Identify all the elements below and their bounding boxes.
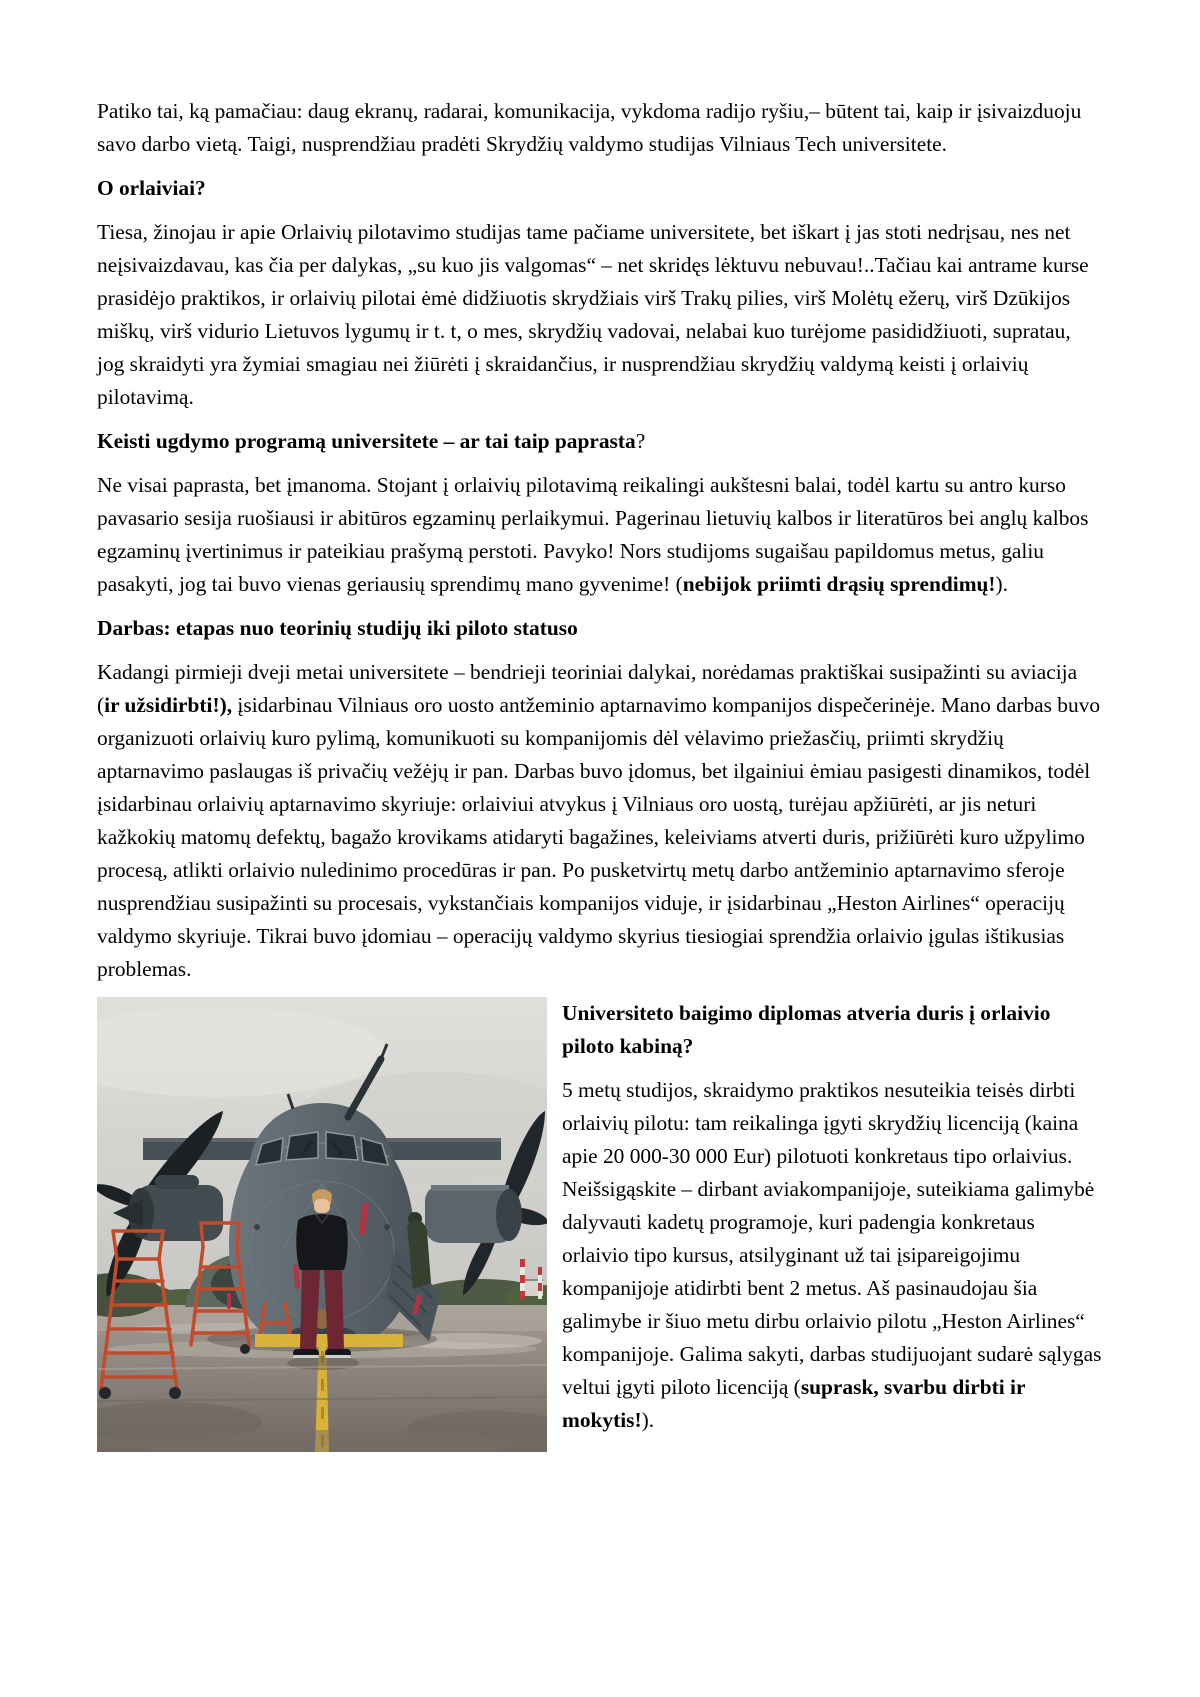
text-run: O orlaiviai? <box>97 176 206 200</box>
person-face <box>314 1199 330 1213</box>
text-run: 5 metų studijos, skraidymo praktikos nesuteikia teisės dirbti orlaivių pilotu: tam reikalinga įgyti skrydžių licenciją (kaina apie 20 000-30 000 Eur) pilotuoti konkretaus tipo orlaivius. Neišsigąskite – dirbant aviakompanijoje, suteikiama galimybė dalyvauti kadetų programoje, kuri padengia konkretaus orlaivio tipo kursus, atsilyginant už tai įsipareigojimu kompanijoje atidirbti bent 2 metus. Aš pasinaudojau šia galimybe ir šiuo metu dirbu orlaivio pilotu „Heston Airlines“ kompanijoje. Galima sakyti, darbas studijuojant sudarė sąlygas veltui įgyti piloto licenciją ( <box>562 1078 1102 1399</box>
text-run: Universiteto baigimo diplomas atveria duris į orlaivio piloto kabiną? <box>562 1001 1051 1058</box>
ladder-wheel <box>169 1387 181 1399</box>
paragraph-license <box>562 1074 1103 1437</box>
paragraph-change <box>97 469 1103 601</box>
text-run: Darbas: etapas nuo teorinių studijų iki piloto statuso <box>97 616 578 640</box>
section-heading-o-orlaiviai <box>97 172 1103 205</box>
text-run: įsidarbinau Vilniaus oro uosto antžeminio aptarnavimo kompanijos dispečerinėje. Mano darbas buvo organizuoti orlaivių kuro pylimą, komunikuoti su kompanijomis dėl vėlavimo priežasčių, priimti skrydžių aptarnavimo paslaugas iš privačių vežėjų ir pan. Darbas buvo įdomus, bet ilgainiui ėmiau pasigesti dinamikos, todėl įsidarbinau orlaivių aptarnavimo skyriuje: orlaiviui atvykus į Vilniaus oro uostą, turėjau apžiūrėti, ar jis neturi kažkokių matomų defektų, bagažo krovikams atidaryti bagažines, keleiviams atverti duris, prižiūrėti kuro užpylimo procesą, atlikti orlaivio nuledinimo procedūras ir pan. Po pusketvirtų metų darbo antžeminio aptarnavimo sferoje nusprendžiau susipažinti su procesais, vykstančiais kompanijos viduje, ir įsidarbinau „Heston Airlines“ operacijų valdymo skyriuje. Tikrai buvo įdomiau – operacijų valdymo skyrius tiesiogiai sprendžia orlaivio įgulas ištikusias problemas. <box>97 693 1101 981</box>
photo-side-column <box>562 997 1103 1448</box>
section-heading-keisti-programa <box>97 425 1103 458</box>
ladder-wheel <box>240 1344 250 1354</box>
text-run: ? <box>635 429 646 453</box>
text-run: Ne visai paprasta, bet įmanoma. Stojant į orlaivių pilotavimą reikalingi aukštesni balai, todėl kartu su antro kurso pavasario sesija ruošiausi ir abitūros egzaminų perlaikymui. Pagerinau lietuvių kalbos ir literatūros bei anglų kalbos egzaminų įvertinimus ir pateikiau prašymą perstoti. Pavyko! Nors studijoms sugaišau papildomus metus, galiu pasakyti, jog tai buvo vienas geriausių sprendimų mano gyvenime! ( <box>97 473 1089 596</box>
text-run: ). <box>995 572 1009 596</box>
paragraph-studies <box>97 216 1103 414</box>
text-run: ). <box>641 1408 655 1432</box>
bold-text-run: nebijok priimti drąsių sprendimų! <box>682 572 996 596</box>
aircraft-photo <box>97 997 547 1452</box>
ladder-wheel <box>99 1387 111 1399</box>
text-run: Patiko tai, ką pamačiau: daug ekranų, radarai, komunikacija, vykdoma radijo ryšiu,– būtent tai, kaip ir įsivaizduoju savo darbo vietą. Taigi, nusprendžiau pradėti Skrydžių valdymo studijas Vilniaus Tech universitete. <box>97 99 1082 156</box>
section-heading-darbas <box>97 612 1103 645</box>
text-run: Tiesa, žinojau ir apie Orlaivių pilotavimo studijas tame pačiame universitete, bet iškart į jas stoti nedrįsau, nes net neįsivaizdavau, kas čia per dalykas, „su kuo jis valgomas“ – net skridęs lėktuvu nebuvau!..Tačiau kai antrame kurse prasidėjo praktikos, ir orlaivių pilotai ėmė didžiuotis skrydžiais virš Trakų pilies, virš Molėtų ežerų, virš Dzūkijos miškų, virš vidurio Lietuvos lygumų ir t. t, o mes, skrydžių vadovai, nelabai kuo turėjome pasididžiuoti, supratau, jog skraidyti yra žymiai smagiau nei žiūrėti į skraidančius, ir nusprendžiau skrydžių valdymą keisti į orlaivių pilotavimą. <box>97 220 1089 409</box>
bold-text-run: suprask, svarbu dirbti ir mokytis! <box>562 1375 1026 1432</box>
text-run: Keisti ugdymo programą universitete – ar tai taip paprasta <box>97 429 636 453</box>
paragraph-intro <box>97 95 1103 161</box>
paragraph-work <box>97 656 1103 986</box>
aircraft-photo-illustration <box>97 997 547 1452</box>
bold-text-run: ir užsidirbti!), <box>104 693 233 717</box>
text-run: Kadangi pirmieji dveji metai universitete – bendrieji teoriniai dalykai, norėdamas praktiškai susipažinti su aviacija ( <box>97 660 1078 717</box>
section-heading-diplomas <box>562 997 1103 1063</box>
photo-text-section <box>97 997 1103 1452</box>
